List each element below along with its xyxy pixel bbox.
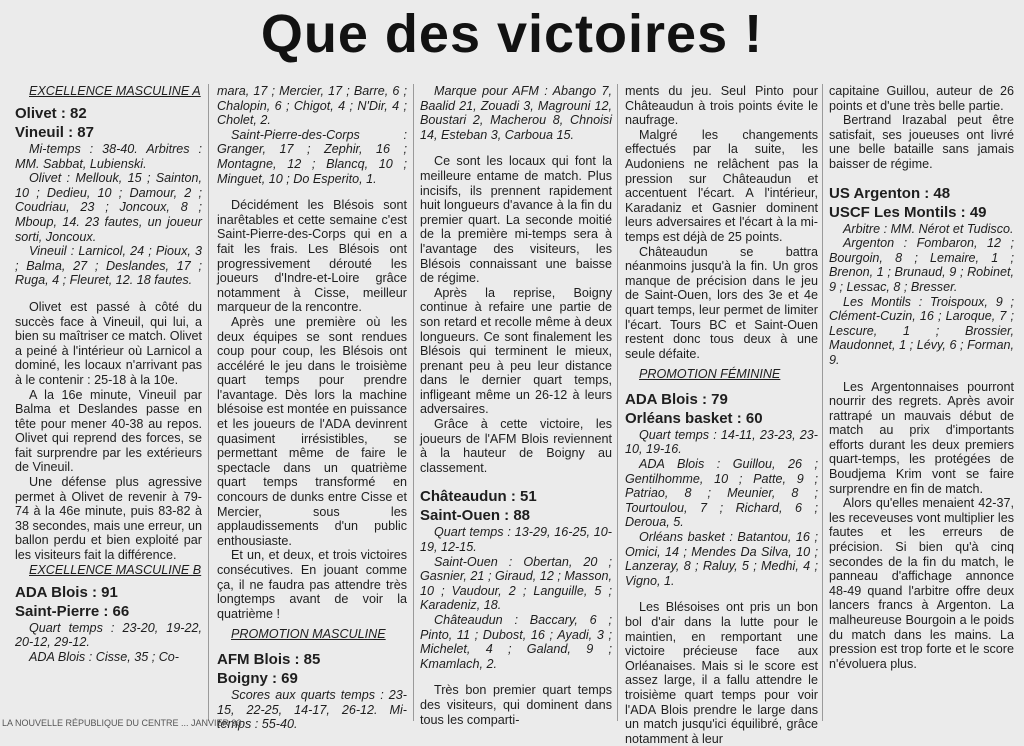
scorers: Marque pour AFM : Abango 7, Baalid 21, Zouadi 3, Magrouni 12, Boustari 2, Macherou 8, Chnoisi 14, Esteban 3, Carboua 15. [420, 84, 612, 142]
paragraph: Malgré les changements effectués par la suite, les Audoniens ne relâchent pas la pression sur Châteaudun et accentuent l'écart. A l'intérieur, Karadaniz et Gasnier dominent leurs adversaires et l'écart à la mi-temps est déjà de 25 points. [625, 127, 818, 244]
paragraph: Après la reprise, Boigny continue à refaire une partie de son retard et recolle même à deux longueurs. Ce sont finalement les Blésois qui terminent le mieux, prenant peu à peu leur distance dans le dernier quart temps, infligeant même un 26-12 à leurs adversaires. [420, 285, 612, 417]
article-column-3 [420, 84, 612, 727]
team-score: Vineuil : 87 [15, 124, 94, 141]
section-heading: EXCELLENCE MASCULINE B [29, 562, 202, 577]
paragraph: Après une première où les deux équipes se sont rendues coup pour coup, les Blésois ont accéléré le jeu dans le troisième quart temps pour prendre l'avantage. Dès lors la machine blésoise est montée en puissance et les joueurs de l'ADA devinrent quasiment irrésistibles, se permettant même de faire le spectacle dans un quatrième quart temps transformé en concours de dunks entre Cisse et Mercier, sous les applaudissements d'un public enthousiaste. [217, 314, 407, 548]
paragraph: Une défense plus agressive permet à Olivet de revenir à 79-74 à la 46e minute, puis 83-82 à 38 secondes, mais une erreur, un ballon perdu et bien exploité par les visiteurs fait la différence. [15, 475, 202, 563]
team-score: AFM Blois : 85 [217, 650, 321, 668]
section-heading: PROMOTION MASCULINE [231, 627, 386, 642]
section-heading: PROMOTION FÉMININE [639, 367, 781, 382]
team-score: Saint-Pierre : 66 [15, 602, 130, 620]
lineup: Châteaudun : Baccary, 6 ; Pinto, 11 ; Dubost, 16 ; Ayadi, 3 ; Michelet, 4 ; Galand, 9 ; Kmamlach, 2. [420, 613, 612, 671]
team-score: USCF Les Montils : 49 [829, 203, 987, 221]
lineup: Argenton : Fombaron, 12 ; Bourgoin, 8 ; Lemaire, 1 ; Brenon, 1 ; Brunaud, 9 ; Robinet, 9 ; Lessac, 8 ; Bresser. [829, 236, 1014, 294]
lineup: ADA Blois : Guillou, 26 ; Gentilhomme, 10 ; Patte, 9 ; Patriao, 8 ; Meunier, 8 ; Tourtoulou, 7 ; Richard, 6 ; Deroua, 5. [625, 457, 818, 530]
paragraph: Châteaudun se battra néanmoins jusqu'à la fin. Un gros manque de précision dans le jeu de Saint-Ouen, lors des 3e et 4e quart temps, leur permet de limiter l'écart. Tours BC et Saint-Ouen restent donc tous deux à une seule défaite. [625, 244, 818, 361]
paragraph: capitaine Guillou, auteur de 26 points et d'une très belle partie. [829, 84, 1014, 113]
quarter-scores: Quart temps : 14-11, 23-23, 23-10, 19-16. [625, 427, 818, 457]
lineup: Vineuil : Larnicol, 24 ; Pioux, 3 ; Balma, 27 ; Deslandes, 17 ; Ruga, 4 ; Fleuret, 12. 18 fautes. [15, 244, 202, 288]
lineup: Saint-Pierre-des-Corps : Granger, 17 ; Zephir, 16 ; Montagne, 12 ; Blancq, 10 ; Minguet, 10 ; Do Esperito, 1. [217, 127, 407, 186]
team-score: Orléans basket : 60 [625, 409, 763, 427]
paragraph: Les Argentonnaises pourront nourrir des regrets. Après avoir rattrapé un mauvais début de match au prix d'importants efforts durant les deux premiers quart-temps, les protégées de Boudjema Krim vont se faire surprendre en fin de match. [829, 379, 1014, 496]
page-footer: LA NOUVELLE RÉPUBLIQUE DU CENTRE ... JANVIER 93 [2, 718, 242, 728]
match-details: Mi-temps : 38-40. Arbitres : MM. Sabbat, Lubienski. [15, 142, 202, 171]
column-divider [208, 84, 209, 721]
column-divider [822, 84, 823, 721]
column-divider [413, 84, 414, 721]
team-score: Saint-Ouen : 88 [420, 507, 531, 525]
team-score: ADA Blois : 91 [15, 583, 118, 601]
team-score: Châteaudun : 51 [420, 488, 537, 506]
team-score: Boigny : 69 [217, 669, 298, 687]
paragraph: Grâce à cette victoire, les joueurs de l'AFM Blois reviennent à la hauteur de Boigny au classement. [420, 417, 612, 475]
lineup: Orléans basket : Batantou, 16 ; Omici, 14 ; Mendes Da Silva, 10 ; Lanzeray, 8 ; Raluy, 5 ; Medhi, 4 ; Vigno, 1. [625, 530, 818, 588]
lineup: Les Montils : Troispoux, 9 ; Clément-Cuzin, 16 ; Laroque, 7 ; Lescure, 1 ; Brossier, Maudonnet, 1 ; Lévy, 6 ; Forman, 9. [829, 294, 1014, 367]
lineup: mara, 17 ; Mercier, 17 ; Barre, 6 ; Chalopin, 6 ; Chigot, 4 ; N'Dir, 4 ; Cholet, 2. [217, 84, 407, 128]
article-column-1 [15, 84, 202, 664]
paragraph: Ce sont les locaux qui font la meilleure entame de match. Plus incisifs, ils prennent rapidement huit longueurs d'avance à la fin du premier quart. La seconde moitié de la première mi-temps sera à l'avantage des visiteurs, les Blésois connaissant une baisse de régime. [420, 154, 612, 286]
column-divider [617, 84, 618, 721]
quarter-scores: Scores aux quarts temps : 23-15, 22-25, 14-17, 26-12. Mi-temps : 55-40. [217, 687, 407, 732]
quarter-scores: Quart temps : 23-20, 19-22, 20-12, 29-12. [15, 620, 202, 650]
article-column-2 [217, 84, 407, 732]
lineup: ADA Blois : Cisse, 35 ; Co- [29, 649, 180, 664]
article-column-5 [829, 84, 1014, 671]
paragraph: Les Blésoises ont pris un bon bol d'air dans la lutte pour le maintien, en remportant une victoire précieuse face aux Orléanaises. Mais si le score est assez large, il a fallu attendre le troisième quart temps pour voir l'ADA Blois prendre le large dans un match jusqu'ici équilibré, grâce notamment à leur [625, 600, 818, 746]
section-heading: EXCELLENCE MASCULINE A [29, 84, 201, 98]
lineup: Saint-Ouen : Obertan, 20 ; Gasnier, 21 ; Giraud, 12 ; Masson, 10 ; Vaudour, 2 ; Languille, 5 ; Karadeniz, 18. [420, 554, 612, 613]
article-column-4 [625, 84, 818, 746]
paragraph: ments du jeu. Seul Pinto pour Châteaudun à trois points évite le naufrage. [625, 84, 818, 128]
paragraph: Alors qu'elles menaient 42-37, les receveuses vont multiplier les fautes et les erreurs de précision. Si bien qu'à cinq secondes de la fin du match, le panneau d'affichage annonce 48-49 quand l'arbitre offre deux lancers francs à Argenton. La malheureuse Bourgoin a le poids du match dans les mains. La pression est trop forte et le score n'évoluera plus. [829, 496, 1014, 671]
paragraph: Très bon premier quart temps des visiteurs, qui dominent dans tous les comparti- [420, 683, 612, 727]
paragraph: Bertrand Irazabal peut être satisfait, ses joueuses ont livré une belle bataille sans jamais baisser de régime. [829, 113, 1014, 171]
lineup: Olivet : Mellouk, 15 ; Sainton, 10 ; Dedieu, 10 ; Damour, 2 ; Coudriau, 23 ; Joncoux, 8 ; Mboup, 14. 23 fautes, un joueur sorti, Joncoux. [15, 171, 202, 244]
team-score: ADA Blois : 79 [625, 390, 728, 408]
paragraph: Et un, et deux, et trois victoires consécutives. En jouant comme ça, il ne faudra pas attendre très longtemps avant de voir la quatrième ! [217, 548, 407, 621]
paragraph: Décidément les Blésois sont inarêtables et cette semaine c'est Saint-Pierre-des-Corps qui en a fait les frais. Les Blésois ont progressivement dérouté les joueurs d'Indre-et-Loire grâce notamment à Cisse, meilleur marqueur de la rencontre. [217, 198, 407, 315]
paragraph: A la 16e minute, Vineuil par Balma et Deslandes passe en tête pour mener 40-38 au repos. Olivet qui reprend des forces, se fait surprendre par les extérieurs de Vineuil. [15, 387, 202, 475]
team-score: US Argenton : 48 [829, 184, 951, 202]
team-score: Olivet : 82 [15, 105, 87, 122]
paragraph: Olivet est passé à côté du succès face à Vineuil, qui lui, a bien su maîtriser ce match. Olivet a peiné à l'intérieur où Larnicol a dominé, les locaux n'arrivant pas à le contenir : 25-18 à la 10e. [15, 299, 202, 387]
match-details: Arbitre : MM. Nérot et Tudisco. [843, 221, 1014, 236]
quarter-scores: Quart temps : 13-29, 16-25, 10-19, 12-15. [420, 525, 612, 555]
headline: Que des victoires ! [260, 4, 764, 64]
